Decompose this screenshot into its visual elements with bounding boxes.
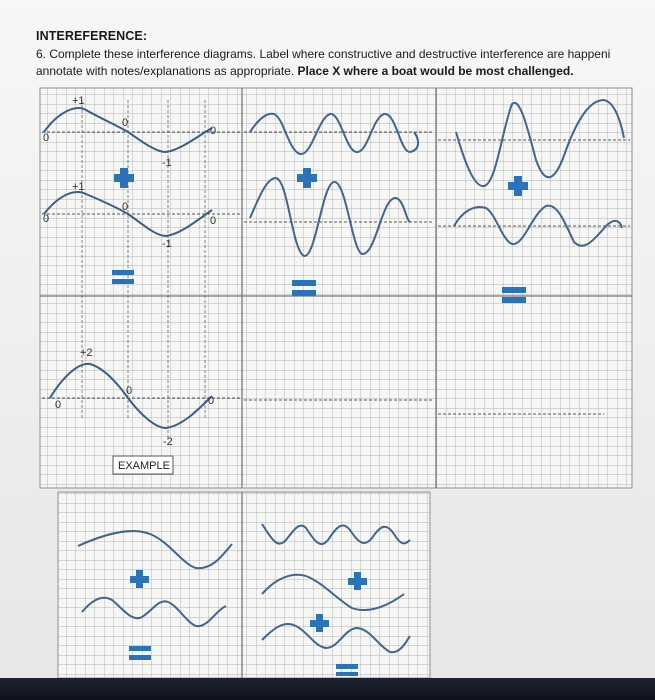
label-trough: -1 [162,157,172,169]
instruction-line-1: 6. Complete these interference diagrams. Label where constructive and destructive interference are happeni [36,47,611,61]
grid-panel-top [40,88,632,488]
label-mid: 0 [122,201,129,213]
label-start: 0 [43,213,50,225]
label-peak: +1 [72,181,85,193]
label-peak: +2 [80,347,93,359]
label-trough: -2 [163,436,173,448]
label-end: 0 [210,125,217,137]
page-title: INTEREFERENCE: [36,29,148,43]
label-peak: +1 [72,95,85,107]
grid-panel-bottom [58,492,430,678]
label-mid: 0 [122,117,129,129]
screen-bottom-edge [0,678,655,700]
label-end: 0 [208,395,215,407]
label-end: 0 [210,215,217,227]
label-mid: 0 [126,385,133,397]
example-tag: EXAMPLE [118,460,170,472]
label-start: 0 [43,132,50,144]
instruction-line-2-bold: Place X where a boat would be most challenged. [297,64,574,78]
label-trough: -1 [162,238,172,250]
label-start: 0 [55,399,62,411]
instruction-line-2-text: annotate with notes/explanations as appropriate. [36,64,298,78]
